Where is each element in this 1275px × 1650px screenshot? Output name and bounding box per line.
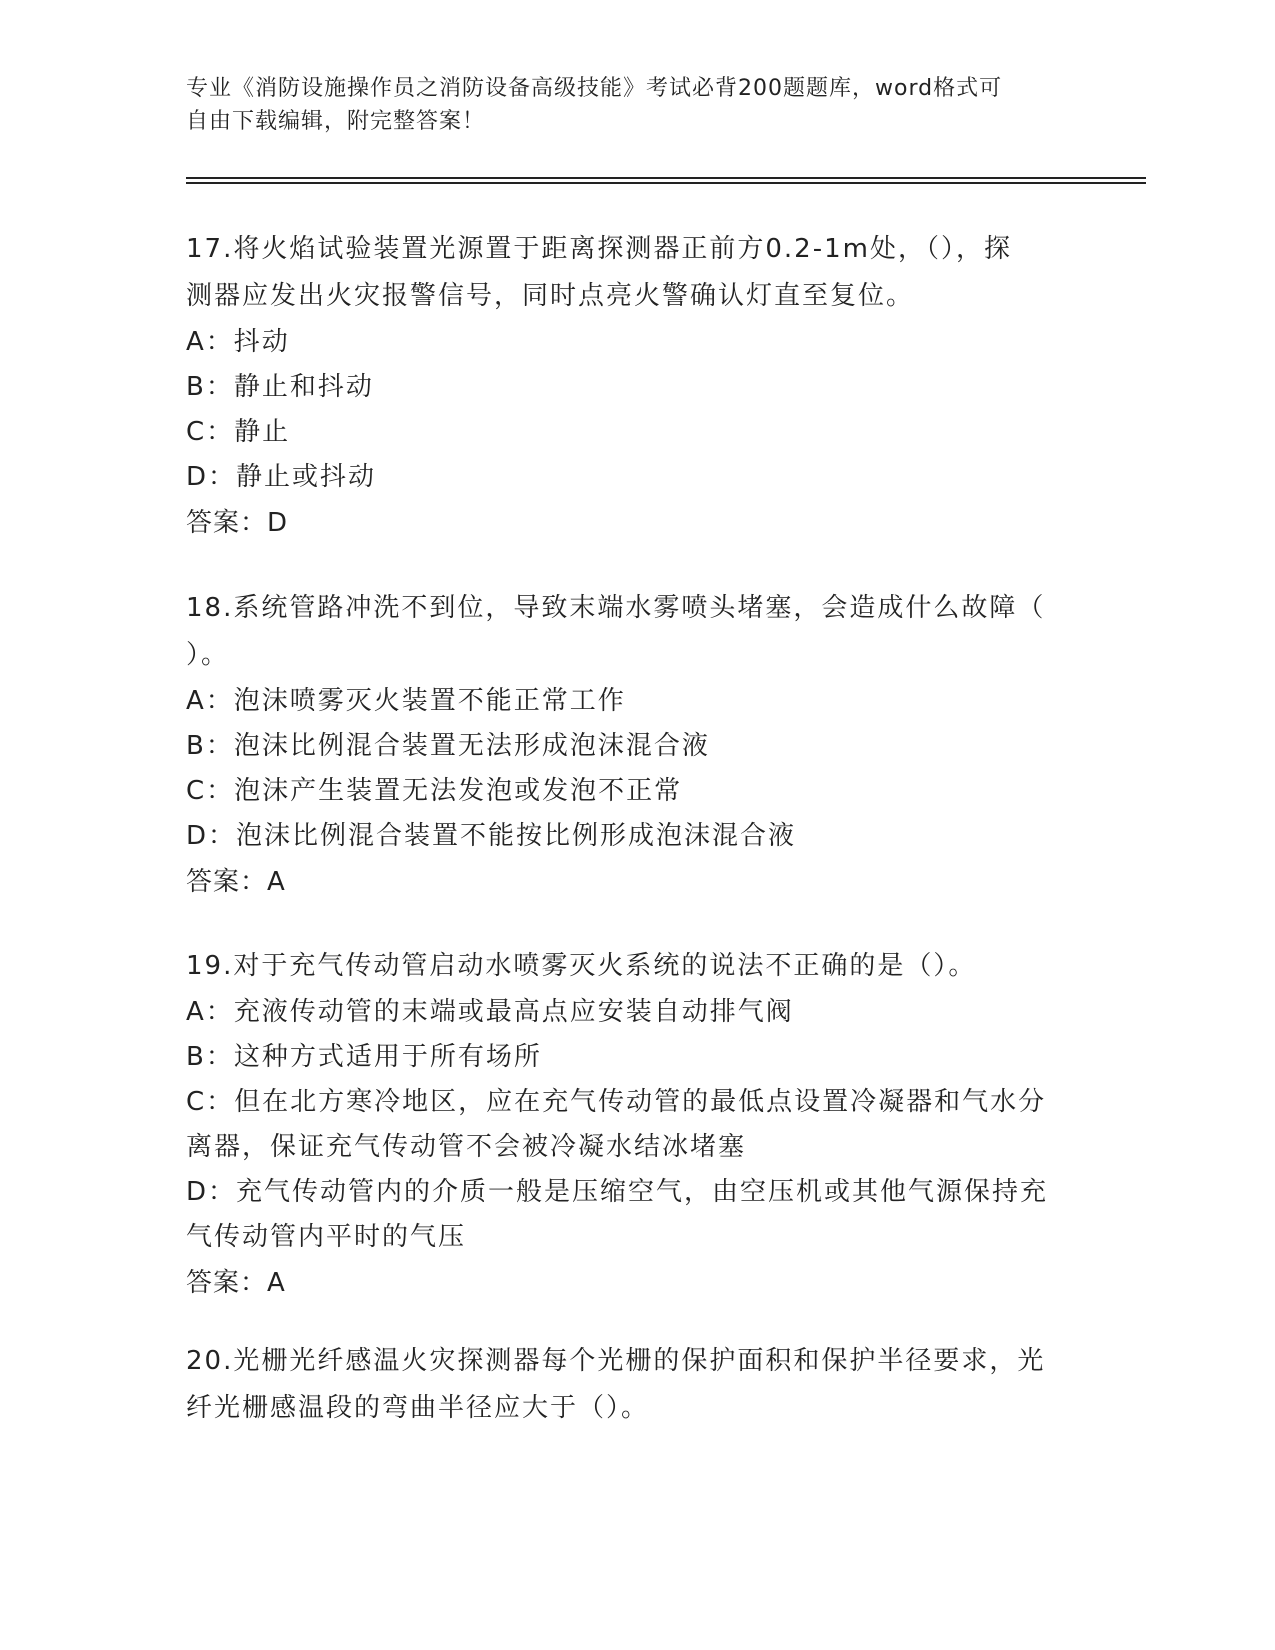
header-line-2: 自由下载编辑，附完整答案！ (186, 109, 486, 134)
option-d: D：静止或抖动 (186, 462, 377, 492)
answer: 答案：A (186, 1268, 286, 1298)
question-stem-line: ）。 (186, 640, 230, 670)
question-stem-line: 18.系统管路冲洗不到位，导致末端水雾喷头堵塞，会造成什么故障（ (186, 593, 1046, 623)
option-c: C：泡沫产生装置无法发泡或发泡不正常 (186, 776, 683, 806)
option-d-continued: 气传动管内平时的气压 (186, 1222, 467, 1252)
option-c-continued: 离器，保证充气传动管不会被冷凝水结冰堵塞 (186, 1132, 747, 1162)
header-divider-bottom (186, 182, 1146, 184)
question-20 (186, 1338, 1066, 1432)
option-a: A：充液传动管的末端或最高点应安装自动排气阀 (186, 997, 794, 1027)
option-a: A：抖动 (186, 327, 290, 357)
option-a: A：泡沫喷雾灭火装置不能正常工作 (186, 686, 626, 716)
header-divider-top (186, 177, 1146, 179)
question-stem-line: 17.将火焰试验装置光源置于距离探测器正前方0.2-1m处，（），探 (186, 234, 1012, 264)
question-18 (186, 585, 1066, 906)
question-17 (186, 226, 1066, 547)
document-header (186, 72, 1066, 138)
question-stem-line: 20.光栅光纤感温火灾探测器每个光栅的保护面积和保护半径要求，光 (186, 1346, 1046, 1376)
option-d: D：泡沫比例混合装置不能按比例形成泡沫混合液 (186, 821, 797, 851)
question-stem-line: 19.对于充气传动管启动水喷雾灭火系统的说法不正确的是（）。 (186, 951, 977, 981)
answer: 答案：A (186, 867, 286, 897)
option-b: B：这种方式适用于所有场所 (186, 1042, 542, 1072)
header-line-1: 专业《消防设施操作员之消防设备高级技能》考试必背200题题库，word格式可 (186, 76, 1003, 101)
question-stem-line: 纤光栅感温段的弯曲半径应大于（）。 (186, 1393, 650, 1423)
answer: 答案：D (186, 508, 289, 538)
option-c: C：但在北方寒冷地区，应在充气传动管的最低点设置冷凝器和气水分 (186, 1087, 1047, 1117)
option-d: D：充气传动管内的介质一般是压缩空气，由空压机或其他气源保持充 (186, 1177, 1049, 1207)
question-stem-line: 测器应发出火灾报警信号，同时点亮火警确认灯直至复位。 (186, 281, 915, 311)
option-b: B：泡沫比例混合装置无法形成泡沫混合液 (186, 731, 710, 761)
option-c: C：静止 (186, 417, 291, 447)
option-b: B：静止和抖动 (186, 372, 374, 402)
question-19 (186, 943, 1066, 1307)
